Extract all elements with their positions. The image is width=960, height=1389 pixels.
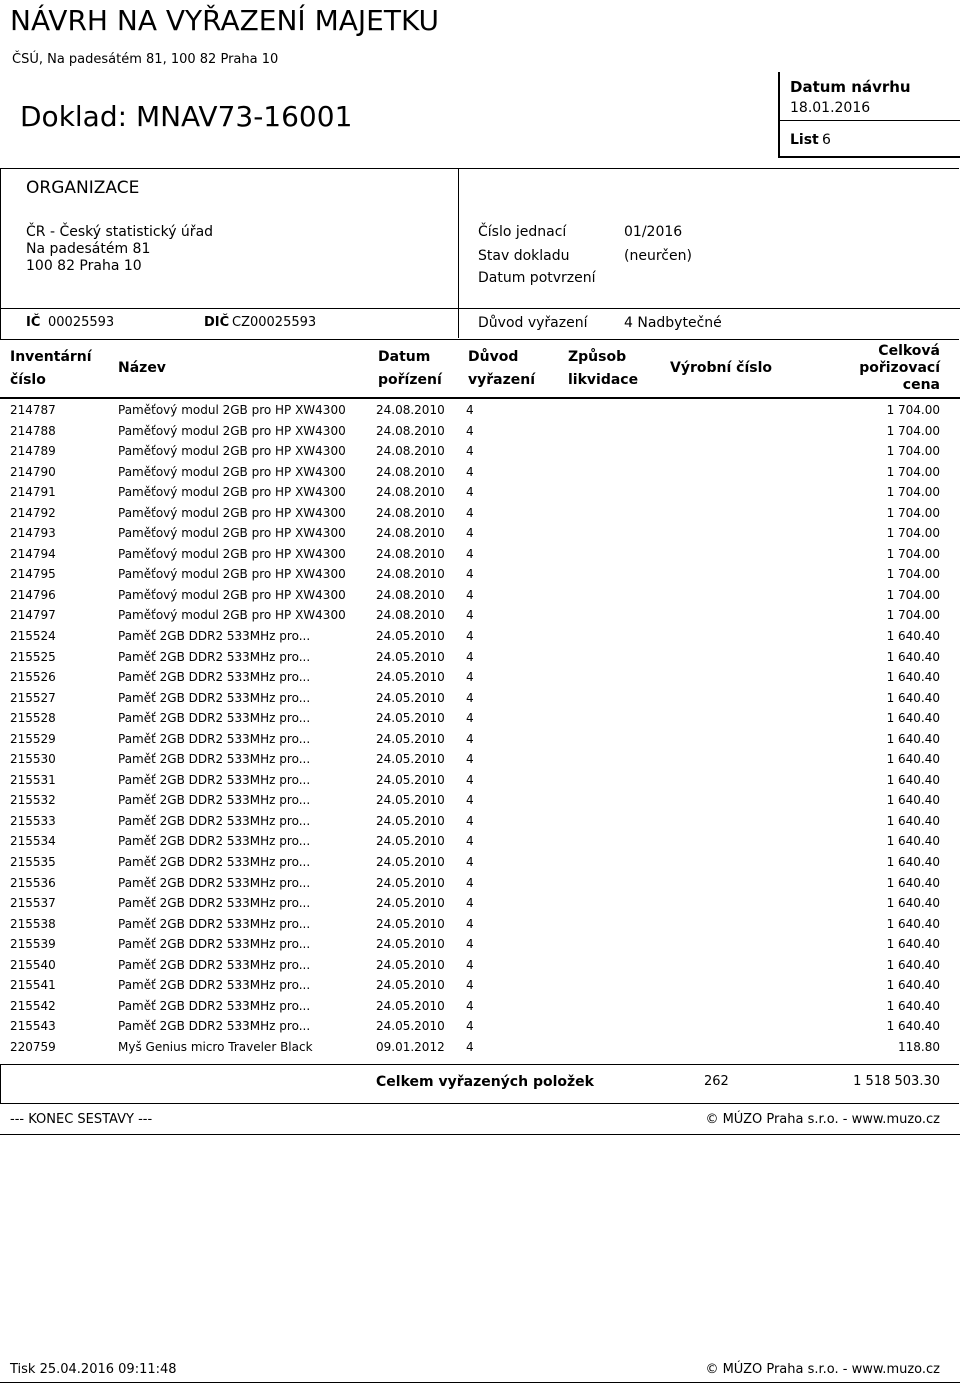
acquisition-date: 24.05.2010 xyxy=(376,731,445,746)
table-row xyxy=(0,421,960,442)
disposal-reason: 4 xyxy=(466,875,474,890)
document-state-label: Stav dokladu xyxy=(478,248,570,264)
table-row xyxy=(0,893,960,914)
disposal-reason: 4 xyxy=(466,567,474,582)
inventory-number: 215528 xyxy=(10,711,56,726)
acquisition-date: 24.08.2010 xyxy=(376,587,445,602)
organization-heading: ORGANIZACE xyxy=(26,178,140,198)
acquisition-price: 1 640.40 xyxy=(886,752,940,767)
table-row xyxy=(0,852,960,873)
disposal-reason: 4 xyxy=(466,403,474,417)
acquisition-date: 24.05.2010 xyxy=(376,998,445,1013)
col-price-header-2: pořizovací xyxy=(859,360,940,376)
disposal-reason: 4 xyxy=(466,731,474,746)
organization-address: ČSÚ, Na padesátém 81, 100 82 Praha 10 xyxy=(12,52,279,67)
vendor-credit-footer: © MÚZO Praha s.r.o. - www.muzo.cz xyxy=(705,1362,940,1377)
acquisition-price: 1 704.00 xyxy=(886,485,940,500)
reference-number-label: Číslo jednací xyxy=(478,224,567,240)
asset-name: Paměť 2GB DDR2 533MHz pro... xyxy=(118,998,311,1013)
disposal-reason: 4 xyxy=(466,1019,474,1034)
acquisition-price: 1 704.00 xyxy=(886,608,940,623)
table-row xyxy=(0,996,960,1017)
asset-name: Paměť 2GB DDR2 533MHz pro... xyxy=(118,834,311,849)
inventory-number: 215541 xyxy=(10,978,56,993)
asset-name: Paměťový modul 2GB pro HP XW4300 xyxy=(118,608,346,623)
acquisition-date: 24.05.2010 xyxy=(376,690,445,705)
inventory-number: 214793 xyxy=(10,526,56,541)
col-name-header: Název xyxy=(118,360,166,376)
acquisition-price: 1 640.40 xyxy=(886,813,940,828)
acquisition-date: 09.01.2012 xyxy=(376,1039,445,1054)
inventory-number: 214790 xyxy=(10,464,56,479)
confirmation-date-label: Datum potvrzení xyxy=(478,270,596,286)
disposal-reason: 4 xyxy=(466,526,474,541)
table-row xyxy=(0,975,960,996)
asset-name: Paměť 2GB DDR2 533MHz pro... xyxy=(118,772,311,787)
disposal-reason: 4 xyxy=(466,998,474,1013)
col-inventory-header-2: číslo xyxy=(10,372,46,388)
asset-name: Paměť 2GB DDR2 533MHz pro... xyxy=(118,813,311,828)
acquisition-date: 24.05.2010 xyxy=(376,855,445,870)
asset-name: Paměť 2GB DDR2 533MHz pro... xyxy=(118,916,311,931)
acquisition-price: 118.80 xyxy=(898,1039,940,1054)
inventory-number: 215538 xyxy=(10,916,56,931)
inventory-number: 215531 xyxy=(10,772,56,787)
table-row xyxy=(0,770,960,791)
disposal-reason: 4 xyxy=(466,464,474,479)
asset-name: Paměťový modul 2GB pro HP XW4300 xyxy=(118,403,346,417)
table-row xyxy=(0,873,960,894)
table-row xyxy=(0,688,960,709)
dic-value: CZ00025593 xyxy=(232,315,317,330)
totals-sum: 1 518 503.30 xyxy=(853,1074,940,1089)
acquisition-date: 24.05.2010 xyxy=(376,772,445,787)
reason-label: Důvod vyřazení xyxy=(478,315,588,331)
disposal-reason: 4 xyxy=(466,485,474,500)
divider xyxy=(0,308,960,309)
table-row xyxy=(0,564,960,585)
inventory-number: 214787 xyxy=(10,403,56,417)
acquisition-date: 24.08.2010 xyxy=(376,567,445,582)
asset-name: Paměťový modul 2GB pro HP XW4300 xyxy=(118,464,346,479)
col-date-header-2: pořízení xyxy=(378,372,442,388)
totals-count: 262 xyxy=(704,1074,729,1089)
document-state: (neurčen) xyxy=(624,248,692,264)
disposal-reason: 4 xyxy=(466,608,474,623)
acquisition-date: 24.05.2010 xyxy=(376,916,445,931)
table-row xyxy=(0,1016,960,1037)
acquisition-date: 24.08.2010 xyxy=(376,464,445,479)
organization-name: ČR - Český statistický úřad xyxy=(26,224,214,240)
disposal-reason: 4 xyxy=(466,752,474,767)
col-serial-header: Výrobní číslo xyxy=(670,360,772,376)
disposal-reason: 4 xyxy=(466,896,474,911)
acquisition-price: 1 704.00 xyxy=(886,403,940,417)
inventory-number: 214792 xyxy=(10,505,56,520)
acquisition-date: 24.05.2010 xyxy=(376,670,445,685)
table-row xyxy=(0,626,960,647)
asset-name: Paměť 2GB DDR2 533MHz pro... xyxy=(118,711,311,726)
asset-name: Paměť 2GB DDR2 533MHz pro... xyxy=(118,978,311,993)
table-row xyxy=(0,934,960,955)
inventory-number: 215534 xyxy=(10,834,56,849)
table-row xyxy=(0,647,960,668)
asset-name: Paměťový modul 2GB pro HP XW4300 xyxy=(118,444,346,459)
acquisition-price: 1 640.40 xyxy=(886,916,940,931)
asset-name: Paměťový modul 2GB pro HP XW4300 xyxy=(118,505,346,520)
inventory-number: 215532 xyxy=(10,793,56,808)
disposal-reason: 4 xyxy=(466,937,474,952)
acquisition-date: 24.08.2010 xyxy=(376,403,445,417)
disposal-reason: 4 xyxy=(466,649,474,664)
inventory-number: 215539 xyxy=(10,937,56,952)
acquisition-date: 24.05.2010 xyxy=(376,649,445,664)
table-row xyxy=(0,1037,960,1058)
vendor-credit: © MÚZO Praha s.r.o. - www.muzo.cz xyxy=(705,1112,940,1127)
disposal-reason: 4 xyxy=(466,670,474,685)
acquisition-date: 24.05.2010 xyxy=(376,957,445,972)
inventory-number: 214797 xyxy=(10,608,56,623)
inventory-number: 215542 xyxy=(10,998,56,1013)
disposal-reason: 4 xyxy=(466,629,474,644)
col-price-header-3: cena xyxy=(902,377,940,393)
acquisition-price: 1 704.00 xyxy=(886,505,940,520)
inventory-number: 214795 xyxy=(10,567,56,582)
inventory-number: 215530 xyxy=(10,752,56,767)
report-title: NÁVRH NA VYŘAZENÍ MAJETKU xyxy=(10,4,440,37)
proposal-date-label: Datum návrhu xyxy=(790,78,911,96)
dic-label: DIČ xyxy=(204,315,230,330)
table-row xyxy=(0,503,960,524)
disposal-reason: 4 xyxy=(466,546,474,561)
col-date-header: Datum xyxy=(378,349,431,365)
acquisition-date: 24.08.2010 xyxy=(376,546,445,561)
acquisition-price: 1 704.00 xyxy=(886,567,940,582)
divider xyxy=(0,1382,960,1383)
acquisition-price: 1 704.00 xyxy=(886,587,940,602)
inventory-number: 215537 xyxy=(10,896,56,911)
asset-name: Paměť 2GB DDR2 533MHz pro... xyxy=(118,752,311,767)
inventory-number: 215543 xyxy=(10,1019,56,1034)
inventory-number: 215524 xyxy=(10,629,56,644)
table-row xyxy=(0,749,960,770)
acquisition-date: 24.05.2010 xyxy=(376,978,445,993)
totals-label: Celkem vyřazených položek xyxy=(376,1074,594,1090)
table-row xyxy=(0,462,960,483)
table-row xyxy=(0,400,960,421)
header-rule xyxy=(0,397,960,399)
acquisition-price: 1 640.40 xyxy=(886,978,940,993)
acquisition-date: 24.08.2010 xyxy=(376,526,445,541)
print-timestamp: Tisk 25.04.2016 09:11:48 xyxy=(10,1362,177,1377)
inventory-number: 215526 xyxy=(10,670,56,685)
sheet-number: 6 xyxy=(822,132,831,148)
table-row xyxy=(0,441,960,462)
disposal-reason: 4 xyxy=(466,855,474,870)
acquisition-date: 24.05.2010 xyxy=(376,793,445,808)
asset-name: Myš Genius micro Traveler Black xyxy=(118,1039,313,1054)
inventory-number: 214791 xyxy=(10,485,56,500)
disposal-reason: 4 xyxy=(466,793,474,808)
reference-number: 01/2016 xyxy=(624,224,683,240)
organization-city: 100 82 Praha 10 xyxy=(26,258,142,274)
acquisition-date: 24.08.2010 xyxy=(376,505,445,520)
acquisition-price: 1 640.40 xyxy=(886,772,940,787)
acquisition-date: 24.05.2010 xyxy=(376,752,445,767)
inventory-number: 215540 xyxy=(10,957,56,972)
ico-value: 00025593 xyxy=(48,315,115,330)
divider xyxy=(458,168,459,338)
acquisition-date: 24.05.2010 xyxy=(376,711,445,726)
inventory-number: 215529 xyxy=(10,731,56,746)
inventory-number: 215536 xyxy=(10,875,56,890)
asset-name: Paměť 2GB DDR2 533MHz pro... xyxy=(118,670,311,685)
asset-name: Paměť 2GB DDR2 533MHz pro... xyxy=(118,896,311,911)
table-row xyxy=(0,605,960,626)
acquisition-price: 1 640.40 xyxy=(886,834,940,849)
acquisition-date: 24.08.2010 xyxy=(376,423,445,438)
acquisition-price: 1 640.40 xyxy=(886,711,940,726)
asset-name: Paměť 2GB DDR2 533MHz pro... xyxy=(118,731,311,746)
acquisition-price: 1 640.40 xyxy=(886,1019,940,1034)
acquisition-price: 1 640.40 xyxy=(886,731,940,746)
acquisition-price: 1 704.00 xyxy=(886,423,940,438)
acquisition-price: 1 640.40 xyxy=(886,957,940,972)
asset-name: Paměťový modul 2GB pro HP XW4300 xyxy=(118,526,346,541)
table-row xyxy=(0,523,960,544)
inventory-number: 214789 xyxy=(10,444,56,459)
acquisition-date: 24.05.2010 xyxy=(376,629,445,644)
acquisition-price: 1 640.40 xyxy=(886,629,940,644)
inventory-number: 215535 xyxy=(10,855,56,870)
acquisition-price: 1 704.00 xyxy=(886,526,940,541)
inventory-number: 220759 xyxy=(10,1039,56,1054)
table-row xyxy=(0,811,960,832)
table-row xyxy=(0,585,960,606)
asset-name: Paměť 2GB DDR2 533MHz pro... xyxy=(118,649,311,664)
col-reason-header-2: vyřazení xyxy=(468,372,536,388)
inventory-number: 215525 xyxy=(10,649,56,664)
disposal-reason: 4 xyxy=(466,916,474,931)
end-of-report: --- KONEC SESTAVY --- xyxy=(10,1112,153,1127)
acquisition-price: 1 704.00 xyxy=(886,546,940,561)
acquisition-date: 24.05.2010 xyxy=(376,813,445,828)
asset-name: Paměť 2GB DDR2 533MHz pro... xyxy=(118,629,311,644)
acquisition-date: 24.08.2010 xyxy=(376,444,445,459)
document-number: Doklad: MNAV73-16001 xyxy=(20,100,353,133)
acquisition-price: 1 640.40 xyxy=(886,875,940,890)
disposal-reason: 4 xyxy=(466,423,474,438)
disposal-reason: 4 xyxy=(466,587,474,602)
asset-name: Paměťový modul 2GB pro HP XW4300 xyxy=(118,485,346,500)
col-disposal-header: Způsob xyxy=(568,349,627,365)
asset-name: Paměťový modul 2GB pro HP XW4300 xyxy=(118,423,346,438)
disposal-reason: 4 xyxy=(466,834,474,849)
disposal-reason: 4 xyxy=(466,690,474,705)
acquisition-date: 24.05.2010 xyxy=(376,937,445,952)
sheet-label: List xyxy=(790,132,819,148)
asset-name: Paměť 2GB DDR2 533MHz pro... xyxy=(118,957,311,972)
acquisition-date: 24.05.2010 xyxy=(376,834,445,849)
acquisition-date: 24.08.2010 xyxy=(376,608,445,623)
acquisition-price: 1 640.40 xyxy=(886,649,940,664)
acquisition-price: 1 640.40 xyxy=(886,896,940,911)
inventory-number: 214794 xyxy=(10,546,56,561)
asset-name: Paměť 2GB DDR2 533MHz pro... xyxy=(118,855,311,870)
inventory-number: 215533 xyxy=(10,813,56,828)
divider xyxy=(0,1134,960,1135)
inventory-number: 214788 xyxy=(10,423,56,438)
asset-name: Paměťový modul 2GB pro HP XW4300 xyxy=(118,587,346,602)
disposal-reason: 4 xyxy=(466,444,474,459)
acquisition-price: 1 640.40 xyxy=(886,998,940,1013)
acquisition-price: 1 640.40 xyxy=(886,670,940,685)
asset-name: Paměťový modul 2GB pro HP XW4300 xyxy=(118,546,346,561)
asset-name: Paměť 2GB DDR2 533MHz pro... xyxy=(118,1019,311,1034)
disposal-reason: 4 xyxy=(466,772,474,787)
acquisition-date: 24.05.2010 xyxy=(376,875,445,890)
acquisition-price: 1 640.40 xyxy=(886,690,940,705)
acquisition-date: 24.05.2010 xyxy=(376,1019,445,1034)
table-row xyxy=(0,482,960,503)
table-row xyxy=(0,831,960,852)
acquisition-price: 1 640.40 xyxy=(886,937,940,952)
col-price-header: Celková xyxy=(878,343,940,359)
ico-label: IČ xyxy=(26,315,41,330)
proposal-date: 18.01.2016 xyxy=(790,100,871,116)
asset-name: Paměť 2GB DDR2 533MHz pro... xyxy=(118,875,311,890)
col-disposal-header-2: likvidace xyxy=(568,372,639,388)
disposal-reason: 4 xyxy=(466,957,474,972)
disposal-reason: 4 xyxy=(466,978,474,993)
col-inventory-header: Inventární xyxy=(10,349,92,365)
disposal-reason: 4 xyxy=(466,1039,474,1054)
table-row xyxy=(0,708,960,729)
table-row xyxy=(0,667,960,688)
disposal-reason: 4 xyxy=(466,711,474,726)
inventory-number: 214796 xyxy=(10,587,56,602)
acquisition-price: 1 640.40 xyxy=(886,855,940,870)
disposal-reason: 4 xyxy=(466,505,474,520)
acquisition-price: 1 704.00 xyxy=(886,464,940,479)
reason-value: 4 Nadbytečné xyxy=(624,315,722,331)
acquisition-date: 24.08.2010 xyxy=(376,485,445,500)
asset-name: Paměťový modul 2GB pro HP XW4300 xyxy=(118,567,346,582)
inventory-number: 215527 xyxy=(10,690,56,705)
table-row xyxy=(0,914,960,935)
disposal-reason: 4 xyxy=(466,813,474,828)
table-row xyxy=(0,544,960,565)
acquisition-price: 1 640.40 xyxy=(886,793,940,808)
col-reason-header: Důvod xyxy=(468,349,519,365)
acquisition-price: 1 704.00 xyxy=(886,444,940,459)
acquisition-date: 24.05.2010 xyxy=(376,896,445,911)
asset-name: Paměť 2GB DDR2 533MHz pro... xyxy=(118,793,311,808)
organization-street: Na padesátém 81 xyxy=(26,241,151,257)
asset-name: Paměť 2GB DDR2 533MHz pro... xyxy=(118,690,311,705)
table-row xyxy=(0,790,960,811)
asset-table xyxy=(0,400,960,1058)
asset-name: Paměť 2GB DDR2 533MHz pro... xyxy=(118,937,311,952)
table-row xyxy=(0,729,960,750)
table-row xyxy=(0,955,960,976)
